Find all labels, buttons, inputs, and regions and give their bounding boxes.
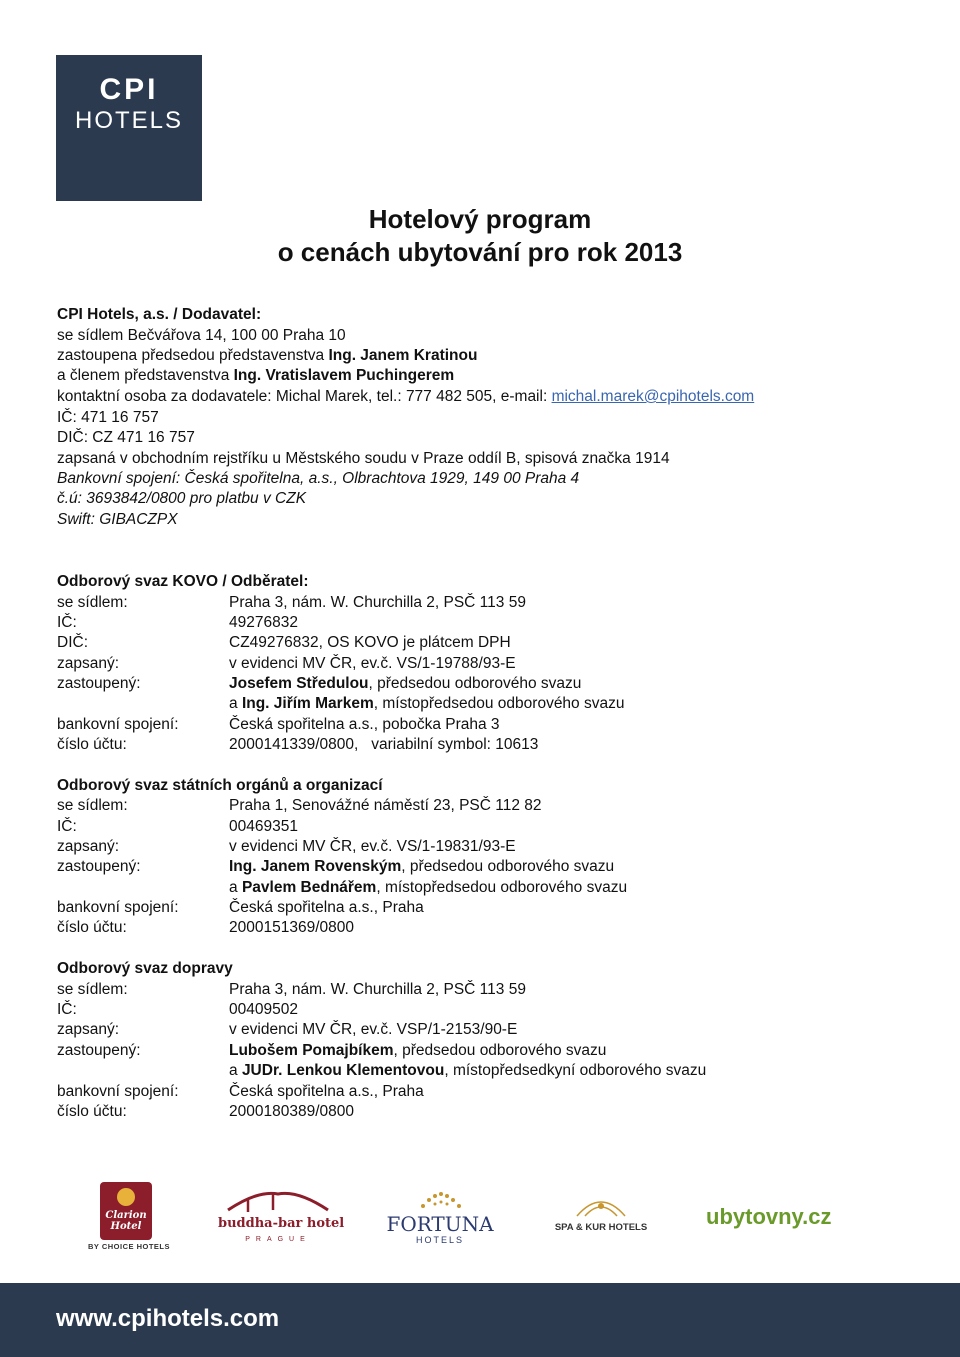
- sos-bank: Česká spořitelna a.s., Praha: [229, 899, 424, 916]
- supplier-bank: Bankovní spojení: Česká spořitelna, a.s., Olbrachtova 1929, 149 00 Praha 4: [57, 470, 580, 487]
- doprava-rep2-role: , místopředsedkyní odborového svazu: [444, 1062, 707, 1079]
- sos-seat-label: se sídlem:: [57, 797, 128, 814]
- spa-kur-name: SPA & KUR HOTELS: [554, 1222, 648, 1233]
- sos-rep2-pre: a: [229, 879, 242, 896]
- buddha-bar-name: buddha-bar hotel: [218, 1216, 345, 1231]
- doprava-acc-label: číslo účtu:: [57, 1103, 127, 1120]
- buddha-bar-hotel-logo: [218, 1186, 345, 1252]
- title-line-1: Hotelový program: [368, 204, 592, 234]
- sos-ico-label: IČ:: [57, 818, 77, 835]
- doprava-reg: v evidenci MV ČR, ev.č. VSP/1-2153/90-E: [229, 1021, 518, 1038]
- doprava-acc: 2000180389/0800: [229, 1103, 354, 1120]
- kovo-seat: Praha 3, nám. W. Churchilla 2, PSČ 113 59: [229, 594, 526, 611]
- clarion-badge: [100, 1182, 152, 1240]
- supplier-heading: CPI Hotels, a.s. / Dodavatel:: [57, 306, 262, 323]
- sos-acc: 2000151369/0800: [229, 919, 354, 936]
- supplier-email-link[interactable]: michal.marek@cpihotels.com: [551, 388, 755, 405]
- sos-rep1: [229, 857, 614, 877]
- sos-rep2-name: Pavlem Bednářem: [241, 879, 377, 896]
- supplier-rep2: [57, 366, 454, 386]
- supplier-ico: IČ: 471 16 757: [57, 409, 159, 426]
- doprava-rep1: [229, 1041, 606, 1061]
- ubytovny-logo: [706, 1200, 832, 1240]
- kovo-rep2-role: , místopředsedou odborového svazu: [373, 695, 625, 712]
- supplier-swift: Swift: GIBACZPX: [57, 511, 178, 528]
- kovo-rep1: [229, 674, 581, 694]
- sos-rep2-role: , místopředsedou odborového svazu: [376, 879, 628, 896]
- supplier-rep2-pre: a členem představenstva: [57, 367, 234, 384]
- doprava-rep1-name: Lubošem Pomajbíkem: [229, 1042, 394, 1059]
- kovo-reg-label: zapsaný:: [57, 655, 120, 672]
- supplier-register: zapsaná v obchodním rejstříku u Městského soudu v Praze oddíl B, spisová značka 1914: [57, 450, 670, 467]
- kovo-reg: v evidenci MV ČR, ev.č. VS/1-19788/93-E: [229, 655, 516, 672]
- kovo-rep2: [229, 694, 624, 714]
- supplier-rep1: [57, 346, 477, 366]
- sos-reg: v evidenci MV ČR, ev.č. VS/1-19831/93-E: [229, 838, 516, 855]
- kovo-rep2-name: Ing. Jiřím Markem: [241, 695, 374, 712]
- doprava-bank-label: bankovní spojení:: [57, 1083, 179, 1100]
- supplier-rep1-name: Ing. Janem Kratinou: [328, 347, 478, 364]
- supplier-rep2-name: Ing. Vratislavem Puchingerem: [233, 367, 455, 384]
- sos-rep1-name: Ing. Janem Rovenským: [229, 858, 402, 875]
- kovo-rep1-role: , předsedou odborového svazu: [368, 675, 582, 692]
- fortuna-name: FORTUNA: [386, 1212, 494, 1236]
- clarion-hotel-logo: [87, 1182, 172, 1254]
- kovo-acc-label: číslo účtu:: [57, 736, 127, 753]
- doprava-rep2: [229, 1061, 706, 1081]
- fortuna-dots-icon: [415, 1188, 465, 1212]
- sos-rep2: [229, 878, 627, 898]
- sos-rep1-role: , předsedou odborového svazu: [401, 858, 615, 875]
- footer-website-link[interactable]: www.cpihotels.com: [56, 1305, 280, 1332]
- sos-reg-label: zapsaný:: [57, 838, 120, 855]
- doprava-rep-label: zastoupený:: [57, 1042, 141, 1059]
- kovo-acc: 2000141339/0800, variabilní symbol: 10613: [229, 736, 539, 753]
- doprava-seat: Praha 3, nám. W. Churchilla 2, PSČ 113 59: [229, 981, 526, 998]
- kovo-rep-label: zastoupený:: [57, 675, 141, 692]
- kovo-rep1-name: Josefem Středulou: [229, 675, 369, 692]
- page-title: [200, 203, 760, 269]
- doprava-rep2-pre: a: [229, 1062, 242, 1079]
- doprava-heading: Odborový svaz dopravy: [57, 960, 233, 977]
- footer-bar: [0, 1283, 960, 1357]
- supplier-contact: [57, 387, 754, 407]
- fortuna-subtitle: HOTELS: [415, 1235, 464, 1245]
- kovo-seat-label: se sídlem:: [57, 594, 128, 611]
- kovo-rep2-pre: a: [229, 695, 242, 712]
- doprava-rep2-name: JUDr. Lenkou Klementovou: [241, 1062, 445, 1079]
- sos-ico: 00469351: [229, 818, 298, 835]
- title-line-2: o cenách ubytování pro rok 2013: [277, 237, 683, 267]
- cpi-hotels-logo: [56, 55, 202, 201]
- doprava-ico-label: IČ:: [57, 1001, 77, 1018]
- logo-cpi-text: CPI: [99, 73, 159, 106]
- kovo-bank: Česká spořitelna a.s., pobočka Praha 3: [229, 716, 500, 733]
- kovo-ico: 49276832: [229, 614, 298, 631]
- sos-bank-label: bankovní spojení:: [57, 899, 179, 916]
- kovo-heading: Odborový svaz KOVO / Odběratel:: [57, 573, 309, 590]
- logo-hotels-text: HOTELS: [74, 107, 184, 134]
- supplier-account: č.ú: 3693842/0800 pro platbu v CZK: [57, 490, 307, 507]
- supplier-seat: se sídlem Bečvářova 14, 100 00 Praha 10: [57, 327, 346, 344]
- doprava-bank: Česká spořitelna a.s., Praha: [229, 1083, 424, 1100]
- supplier-contact-pre: kontaktní osoba za dodavatele: Michal Marek, tel.: 777 482 505, e-mail:: [57, 388, 552, 405]
- kovo-bank-label: bankovní spojení:: [57, 716, 179, 733]
- clarion-emblem-icon: [117, 1188, 135, 1206]
- sos-acc-label: číslo účtu:: [57, 919, 127, 936]
- kovo-dic: CZ49276832, OS KOVO je plátcem DPH: [229, 634, 511, 651]
- doprava-reg-label: zapsaný:: [57, 1021, 120, 1038]
- doprava-ico: 00409502: [229, 1001, 298, 1018]
- supplier-rep1-pre: zastoupena předsedou představenstva: [57, 347, 329, 364]
- sos-rep-label: zastoupený:: [57, 858, 141, 875]
- clarion-name: Clarion Hotel: [105, 1210, 147, 1232]
- buddha-bar-roof-icon: [218, 1186, 338, 1216]
- spa-kur-arch-icon: [571, 1192, 631, 1218]
- supplier-dic: DIČ: CZ 471 16 757: [57, 429, 195, 446]
- buddha-bar-subtitle: PRAGUE: [245, 1236, 311, 1243]
- kovo-ico-label: IČ:: [57, 614, 77, 631]
- doprava-rep1-role: , předsedou odborového svazu: [393, 1042, 607, 1059]
- sos-heading: Odborový svaz státních orgánů a organizací: [57, 777, 383, 794]
- sos-seat: Praha 1, Senovážné náměstí 23, PSČ 112 82: [229, 797, 542, 814]
- spa-kur-hotels-logo: [540, 1192, 662, 1242]
- fortuna-hotels-logo: [382, 1188, 498, 1248]
- clarion-subtitle: BY CHOICE HOTELS: [87, 1242, 171, 1251]
- ubytovny-name: ubytovny.cz: [706, 1204, 832, 1229]
- kovo-dic-label: DIČ:: [57, 634, 88, 651]
- doprava-seat-label: se sídlem:: [57, 981, 128, 998]
